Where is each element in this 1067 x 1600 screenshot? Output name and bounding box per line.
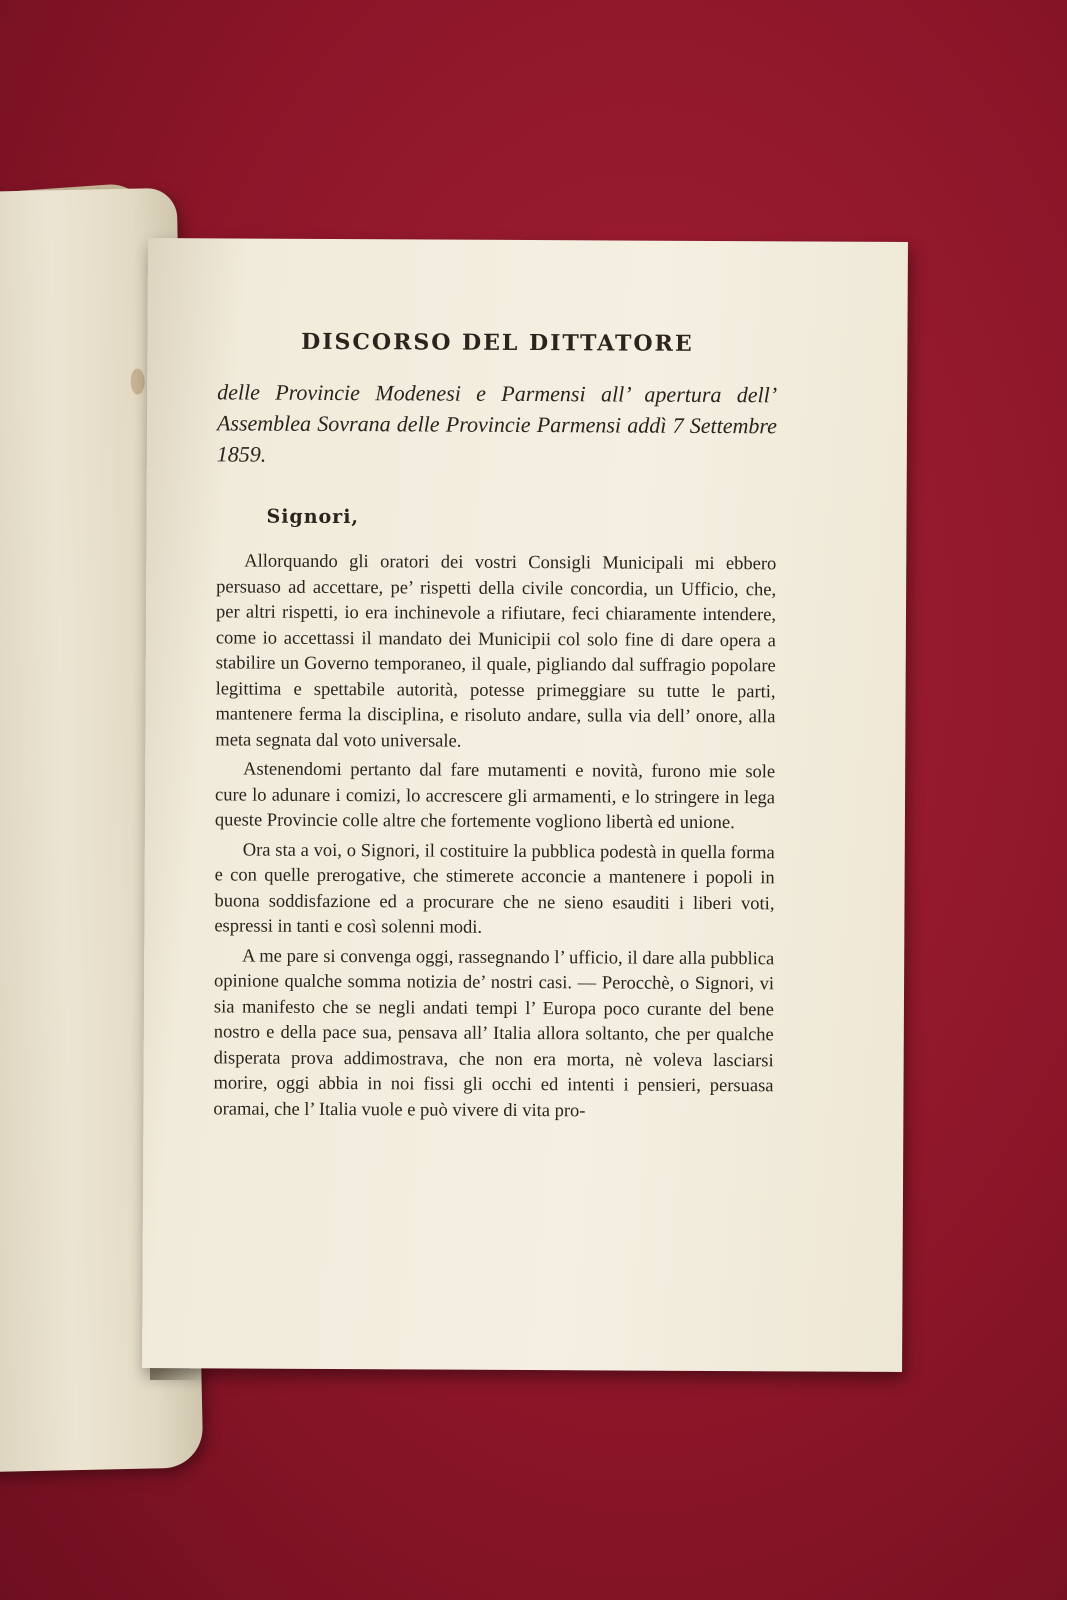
salutation: Signori, — [266, 505, 360, 529]
page-text-block — [213, 328, 777, 1129]
right-page — [142, 238, 908, 1372]
page-subtitle: delle Provincie Modenesi e Parmensi all’ apertura dell’ Assemblea Sovrana delle Provincie Parmensi addì 7 Settembre 1859. — [216, 379, 778, 467]
paragraph: Astenendomi pertanto dal fare mutamenti e novità, furono mie sole cure lo adunare i comizi, lo accrescere gli armamenti, e lo stringere in lega queste Provincie colle altre che fortemente vogliono libertà ed unione. — [214, 759, 776, 834]
paragraph: Ora sta a voi, o Signori, il costituire la pubblica podestà in quella forma e con quelle prerogative, che stimerete acconcie a mantenere i popoli in buona soddisfazione ed a procurare che ne sieno esauditi i liberi voti, espressi in tanti e così solenni modi. — [214, 840, 775, 938]
paragraph: A me pare si convenga oggi, rassegnando l’ ufficio, il dare alla pubblica opinione qualche somma notizia de’ nostri casi. — Perocchè, o Signori, vi sia manifesto che se negli andati tempi l’ Europa poco curante del bene nostro e della pace sua, pensava all’ Italia allora soltanto, che per qualche disperata prova addimostrava, che non era morta, nè voleva lasciarsi morire, oggi abbia in noi fissi gli occhi ed intenti i pensieri, persuasa oramai, che l’ Italia vuole e può vivere di vita pro- — [213, 946, 775, 1121]
page-heading: DISCORSO DEL DITTATORE — [301, 328, 694, 357]
paper-stain — [130, 368, 145, 394]
paragraph: Allorquando gli oratori dei vostri Consigli Municipali mi ebbero persuaso ad accettare, pe’ rispetti della civile concordia, un Ufficio, che, per altri rispetti, io era inchinevole a rifiutare, feci chiaramente intendere, come io accettassi il mandato dei Municipii col solo fine di dare opera a stabilire un Governo temporaneo, il quale, pigliando dal suffragio popolare legittima e spettabile autorità, potesse primeggiare su tutte le parti, mantenere ferma la disciplina, e risoluto andare, sulla via dell’ onore, alla meta segnata dal voto universale. — [215, 551, 777, 752]
